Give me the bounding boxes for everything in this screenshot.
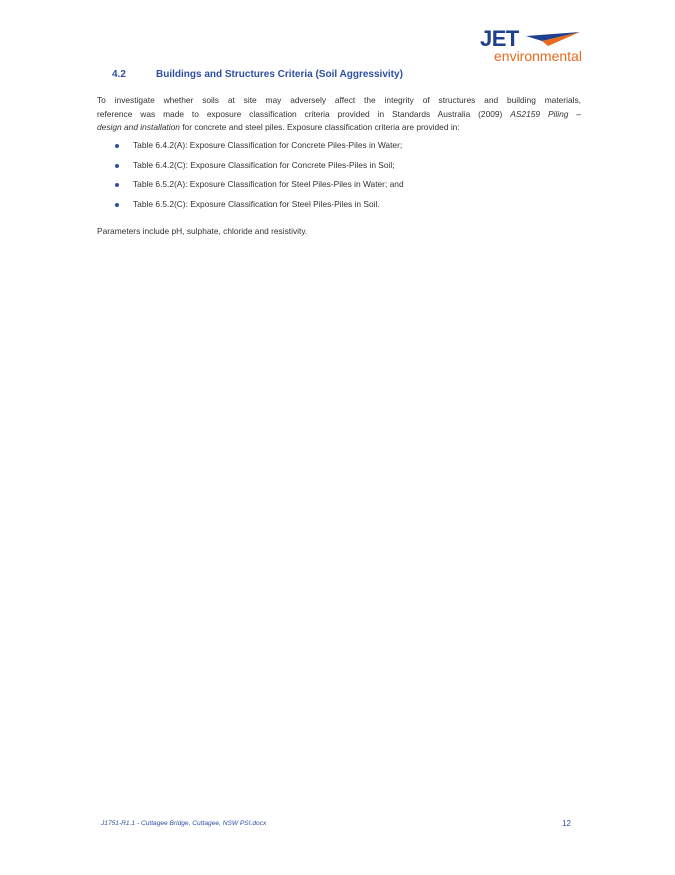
parameters-paragraph: Parameters include pH, sulphate, chloride and resistivity.: [97, 226, 308, 236]
list-item-text: Table 6.4.2(A): Exposure Classification for Concrete Piles-Piles in Water;: [133, 140, 403, 150]
section-title: Buildings and Structures Criteria (Soil Aggressivity): [156, 69, 403, 80]
list-item: [97, 178, 581, 198]
section-heading: [112, 69, 403, 80]
footer-document-reference: J1751-R1.1 - Cuttagee Bridge, Cuttagee, NSW PSI.docx: [101, 820, 267, 827]
standard-title-part-1: AS2159 Piling –: [510, 108, 581, 119]
standard-title-part-2: design and installation: [97, 122, 180, 132]
bullet-icon: [115, 164, 119, 168]
footer-page-number: 12: [562, 819, 571, 828]
section-number: 4.2: [112, 69, 126, 80]
list-item-text: Table 6.5.2(A): Exposure Classification for Steel Piles-Piles in Water; and: [133, 179, 404, 189]
logo-secondary-text: environmental: [494, 48, 582, 64]
logo-primary-text: JET: [480, 26, 519, 51]
paper-plane-arrow-icon: [526, 32, 580, 48]
intro-paragraph: [97, 94, 581, 135]
intro-line-1: To investigate whether soils at site may adversely affect the integrity of structures and building materials,: [97, 95, 581, 105]
list-item: [97, 198, 581, 218]
bullet-icon: [115, 144, 119, 148]
list-item-text: Table 6.4.2(C): Exposure Classification for Concrete Piles-Piles in Soil;: [133, 159, 395, 170]
classification-table-list: [97, 139, 581, 217]
intro-line-3-text: for concrete and steel piles. Exposure classification criteria are provided in:: [179, 122, 460, 132]
list-item: [97, 159, 581, 179]
list-item: [97, 139, 581, 159]
company-logo: [480, 28, 580, 64]
list-item-text: Table 6.5.2(C): Exposure Classification for Steel Piles-Piles in Soil.: [133, 198, 380, 209]
intro-line-2-text: reference was made to exposure classification criteria provided in Standards Australia (2009): [97, 108, 511, 119]
intro-line-3: [97, 121, 581, 135]
intro-line-2: [97, 108, 581, 122]
bullet-icon: [115, 203, 119, 207]
bullet-icon: [115, 183, 119, 187]
